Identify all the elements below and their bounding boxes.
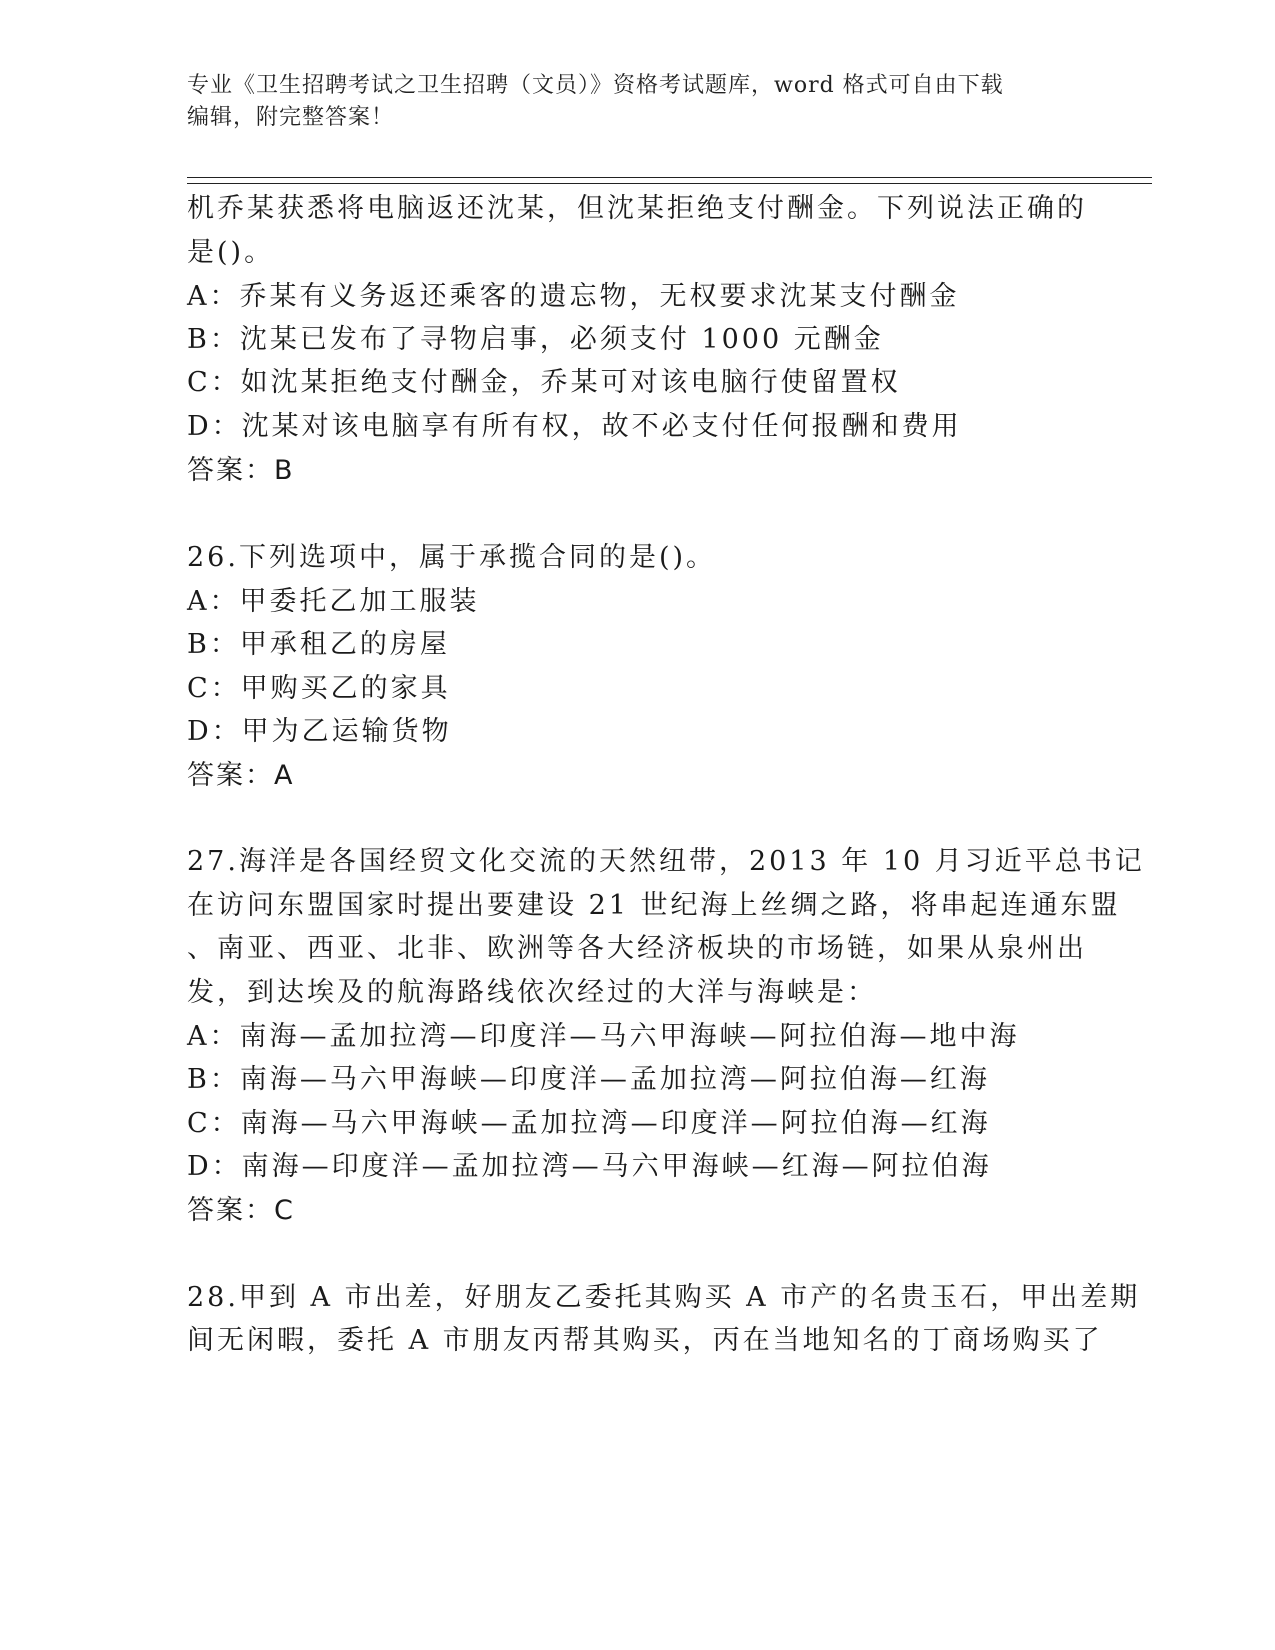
header-rule-top	[187, 177, 1152, 178]
q28-stem-line-1: 28.甲到 A 市出差，好朋友乙委托其购买 A 市产的名贵玉石，甲出差期	[187, 1282, 1141, 1313]
q25-option-b: B：沈某已发布了寻物启事，必须支付 1000 元酬金	[187, 324, 884, 355]
q27-stem-line-3: 、南亚、西亚、北非、欧洲等各大经济板块的市场链，如果从泉州出	[187, 933, 1087, 964]
q27-option-c: C：南海—马六甲海峡—孟加拉湾—印度洋—阿拉伯海—红海	[187, 1108, 991, 1139]
header-line-2: 编辑，附完整答案！	[187, 105, 395, 130]
header-line-1: 专业《卫生招聘考试之卫生招聘（文员）》资格考试题库，word 格式可自由下载	[187, 73, 1004, 98]
q26-answer: 答案：A	[187, 760, 295, 791]
header-rule-bottom	[187, 183, 1152, 184]
q25-stem-line-1: 机乔某获悉将电脑返还沈某，但沈某拒绝支付酬金。下列说法正确的	[187, 193, 1087, 224]
q25-answer: 答案：B	[187, 455, 295, 486]
q25-option-c: C：如沈某拒绝支付酬金，乔某可对该电脑行使留置权	[187, 367, 901, 398]
q27-stem-line-4: 发，到达埃及的航海路线依次经过的大洋与海峡是：	[187, 977, 877, 1008]
q27-stem-line-2: 在访问东盟国家时提出要建设 21 世纪海上丝绸之路，将串起连通东盟	[187, 890, 1121, 921]
q26-option-b: B：甲承租乙的房屋	[187, 629, 450, 660]
q26-option-c: C：甲购买乙的家具	[187, 673, 451, 704]
q26-option-d: D：甲为乙运输货物	[187, 716, 452, 747]
q27-option-d: D：南海—印度洋—孟加拉湾—马六甲海峡—红海—阿拉伯海	[187, 1151, 992, 1182]
q27-option-a: A：南海—孟加拉湾—印度洋—马六甲海峡—阿拉伯海—地中海	[187, 1021, 1020, 1052]
page-header	[187, 70, 1087, 134]
q26-stem: 26.下列选项中，属于承揽合同的是()。	[187, 542, 717, 573]
q27-option-b: B：南海—马六甲海峡—印度洋—孟加拉湾—阿拉伯海—红海	[187, 1064, 990, 1095]
q27-answer: 答案：C	[187, 1195, 295, 1226]
q25-option-a: A：乔某有义务返还乘客的遗忘物，无权要求沈某支付酬金	[187, 281, 960, 312]
q25-option-d: D：沈某对该电脑享有所有权，故不必支付任何报酬和费用	[187, 411, 962, 442]
q27-stem-line-1: 27.海洋是各国经贸文化交流的天然纽带，2013 年 10 月习近平总书记	[187, 846, 1145, 877]
q26-option-a: A：甲委托乙加工服装	[187, 586, 480, 617]
q25-stem-line-2: 是()。	[187, 237, 275, 268]
q28-stem-line-2: 间无闲暇，委托 A 市朋友丙帮其购买，丙在当地知名的丁商场购买了	[187, 1325, 1103, 1356]
